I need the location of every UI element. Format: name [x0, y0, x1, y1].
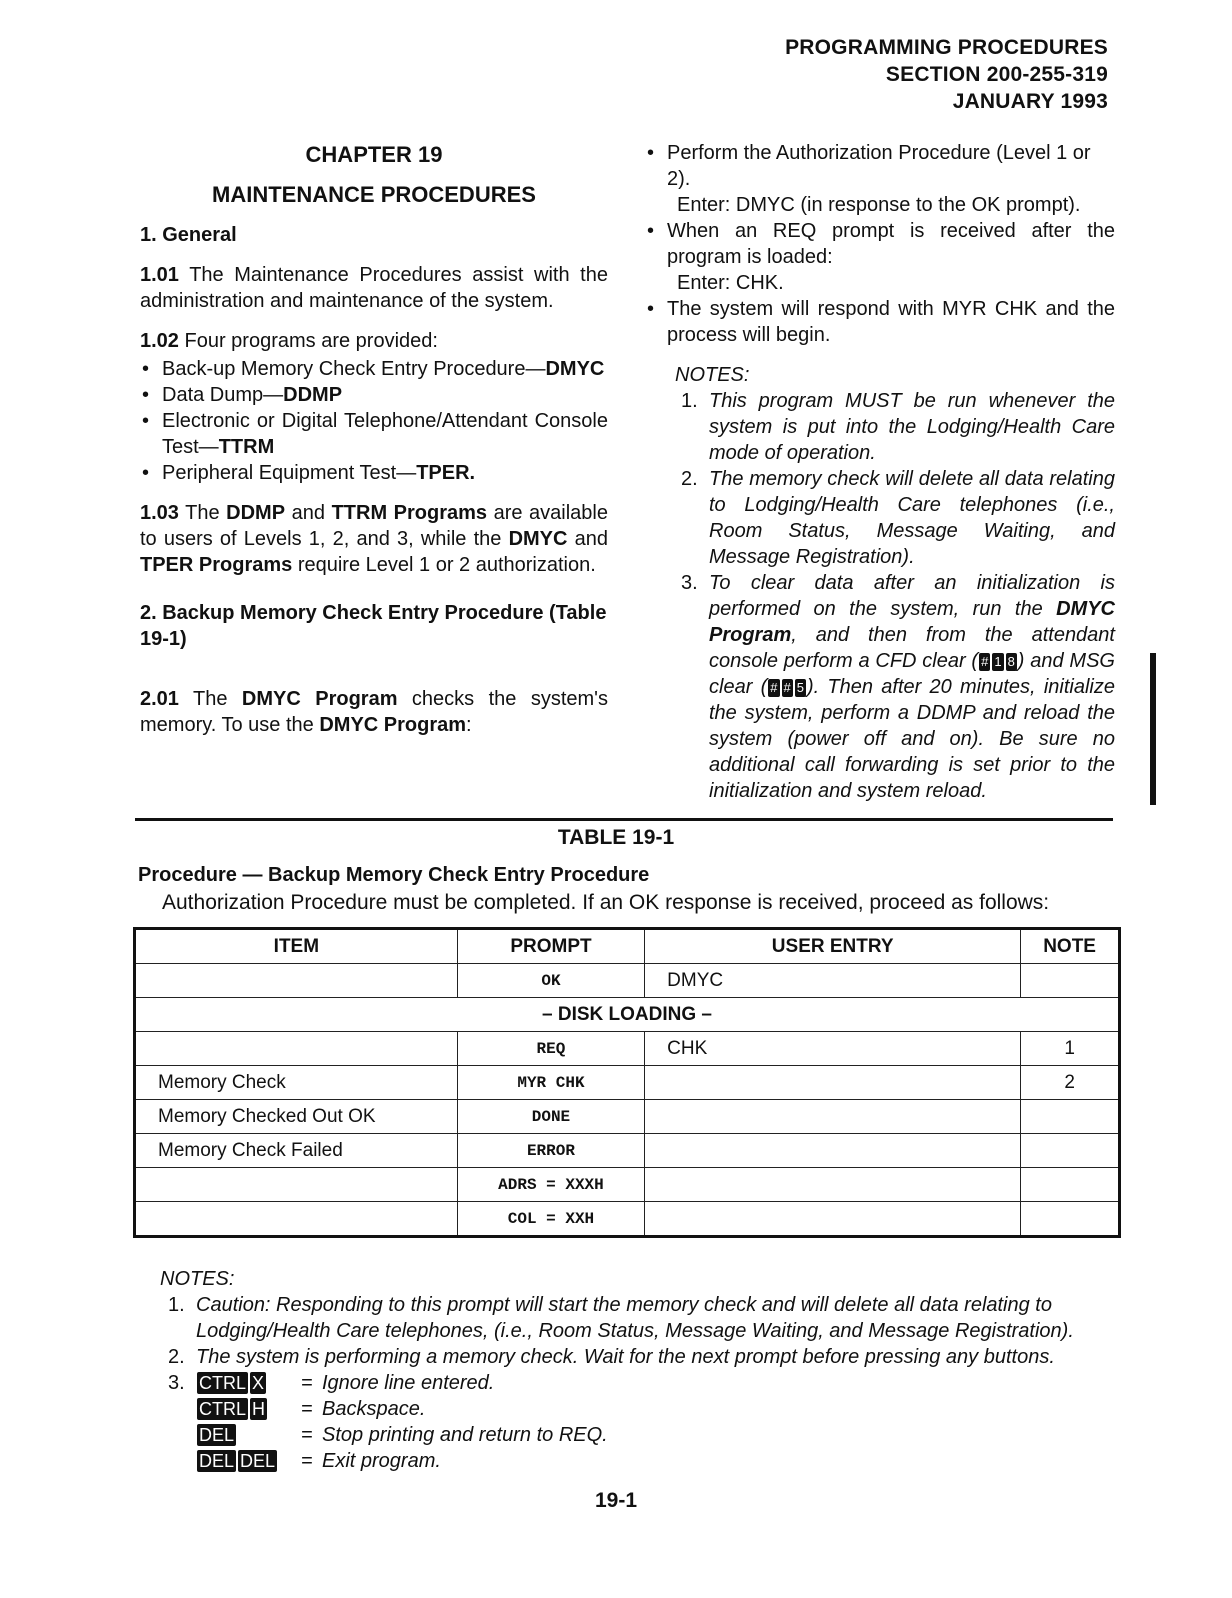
ctrl-key-icon: CTRL [199, 1373, 247, 1393]
hash-key-icon: # [981, 654, 989, 669]
digit-key-icon: 1 [994, 654, 1002, 669]
ctrl-key-icon: CTRL [199, 1399, 247, 1419]
paragraph-number: 1.01 [140, 264, 179, 286]
chapter-label: CHAPTER 19 [305, 142, 443, 167]
section-1-heading: 1. General [140, 224, 237, 246]
column-header-note: NOTE [1021, 929, 1120, 964]
paragraph-1-02 [140, 328, 608, 354]
left-column [140, 138, 608, 752]
digit-key-icon: 5 [796, 680, 804, 695]
list-item: • Peripheral Equipment Test—TPER. [140, 460, 608, 486]
del-key-icon: DEL [199, 1425, 235, 1445]
paragraph-number: 1.02 [140, 330, 179, 352]
del-key-icon: DEL [199, 1451, 235, 1471]
disk-loading-row: – DISK LOADING – [135, 998, 1120, 1032]
footnote-item: 2. The system is performing a memory check. Wait for the next prompt before pressing any buttons. [168, 1346, 1055, 1368]
table-row [135, 998, 1120, 1032]
keymap-row: DEL DEL = Exit program. [199, 1450, 441, 1472]
program-list [140, 356, 608, 486]
keymap-row: DEL = Stop printing and return to REQ. [199, 1424, 608, 1446]
table-row: Memory Checked Out OK DONE [135, 1100, 1120, 1134]
change-bar [1150, 653, 1156, 805]
list-item: • When an REQ prompt is received after the program is loaded: Enter: CHK. [645, 218, 1115, 296]
procedure-title: Procedure — Backup Memory Check Entry Procedure [138, 864, 650, 886]
notes-list [645, 388, 1115, 804]
procedure-table [133, 927, 1121, 1238]
table-row: Memory Check MYR CHK 2 [135, 1066, 1120, 1100]
table-row: Memory Check Failed ERROR [135, 1134, 1120, 1168]
hash-key-icon: # [770, 680, 778, 695]
column-header-prompt: PROMPT [457, 929, 644, 964]
list-item: • Back-up Memory Check Entry Procedure—DMYC [140, 356, 608, 382]
list-item: • Perform the Authorization Procedure (Level 1 or 2). Enter: DMYC (in response to the OK prompt). [645, 140, 1115, 218]
column-header-user-entry: USER ENTRY [645, 929, 1021, 964]
table-title: TABLE 19-1 [557, 826, 675, 849]
paragraph-text: The Maintenance Procedures assist with the administration and maintenance of the system. [140, 264, 608, 312]
table-row: COL = XXH [135, 1202, 1120, 1237]
note-item: 1. This program MUST be run whenever the system is put into the Lodging/Health Care mode of operation. [681, 390, 1115, 464]
x-key-icon: X [252, 1373, 265, 1393]
table-row: ADRS = XXXH [135, 1168, 1120, 1202]
header-line-1: PROGRAMMING PROCEDURES [785, 36, 1108, 59]
paragraph-1-01 [140, 262, 608, 314]
header-line-3: JANUARY 1993 [952, 90, 1108, 113]
list-item: • Electronic or Digital Telephone/Attendant Console Test—TTRM [140, 408, 608, 460]
right-column [645, 140, 1115, 804]
procedure-steps [645, 140, 1115, 348]
list-item: • The system will respond with MYR CHK and the process will begin. [645, 296, 1115, 348]
paragraph-1-03: 1.03 The DDMP and TTRM Programs are available to users of Levels 1, 2, and 3, while the DMYC and TPER Programs require Level 1 or 2 authorization. [140, 502, 608, 576]
h-key-icon: H [252, 1399, 266, 1419]
column-header-item: ITEM [135, 929, 458, 964]
table-row: REQ CHK 1 [135, 1032, 1120, 1066]
keymap-row: CTRL X = Ignore line entered. [199, 1372, 495, 1394]
table-footnotes [160, 1266, 1126, 1474]
notes-heading: NOTES: [675, 364, 750, 386]
table-row: OK DMYC [135, 964, 1120, 998]
table-header-row [135, 929, 1120, 964]
page-header [785, 34, 1108, 115]
list-item: • Data Dump—DDMP [140, 382, 608, 408]
keymap-row: CTRL H = Backspace. [199, 1398, 426, 1420]
hash-key-icon: # [783, 680, 791, 695]
footnote-item: 3. CTRL X = Ignore line entered. CTRL H = Backspace. DEL = Stop printing and return to REQ. DEL DEL = Exit program. [160, 1370, 1126, 1474]
chapter-title: MAINTENANCE PROCEDURES [212, 182, 536, 207]
note-item: 2. The memory check will delete all data relating to Lodging/Health Care telephones (i.e., Room Status, Message Waiting, and Message Registration). [681, 468, 1115, 568]
paragraph-text: Four programs are provided: [184, 330, 438, 352]
page-number: 19-1 [594, 1489, 638, 1512]
footnotes-heading: NOTES: [160, 1268, 235, 1290]
note-item: 3. To clear data after an initialization is performed on the system, run the DMYC Program, and then from the attendant console perform a CFD clear ( # 1 8 ) and MSG clear ( # # 5 ). Then after 20 minutes, initialize the system, perform a DDMP and reload the system (power off and on). Be sure no additional call forwarding is set prior to the initialization and system reload. [681, 572, 1115, 802]
del-key-icon: DEL [240, 1451, 276, 1471]
table-top-rule [135, 818, 1113, 821]
section-2-heading: 2. Backup Memory Check Entry Procedure (Table 19-1) [140, 602, 607, 650]
footnote-item: 1. Caution: Responding to this prompt will start the memory check and will delete all data relating to Lodging/Health Care telephones, (i.e., Room Status, Message Waiting, and Message Registration). [168, 1294, 1074, 1342]
authorization-line: Authorization Procedure must be completed. If an OK response is received, proceed as follows: [162, 891, 1050, 914]
header-line-2: SECTION 200-255-319 [885, 63, 1108, 86]
paragraph-2-01: 2.01 The DMYC Program checks the system's memory. To use the DMYC Program: [140, 688, 608, 736]
footnotes-list [160, 1292, 1126, 1474]
digit-key-icon: 8 [1007, 654, 1015, 669]
